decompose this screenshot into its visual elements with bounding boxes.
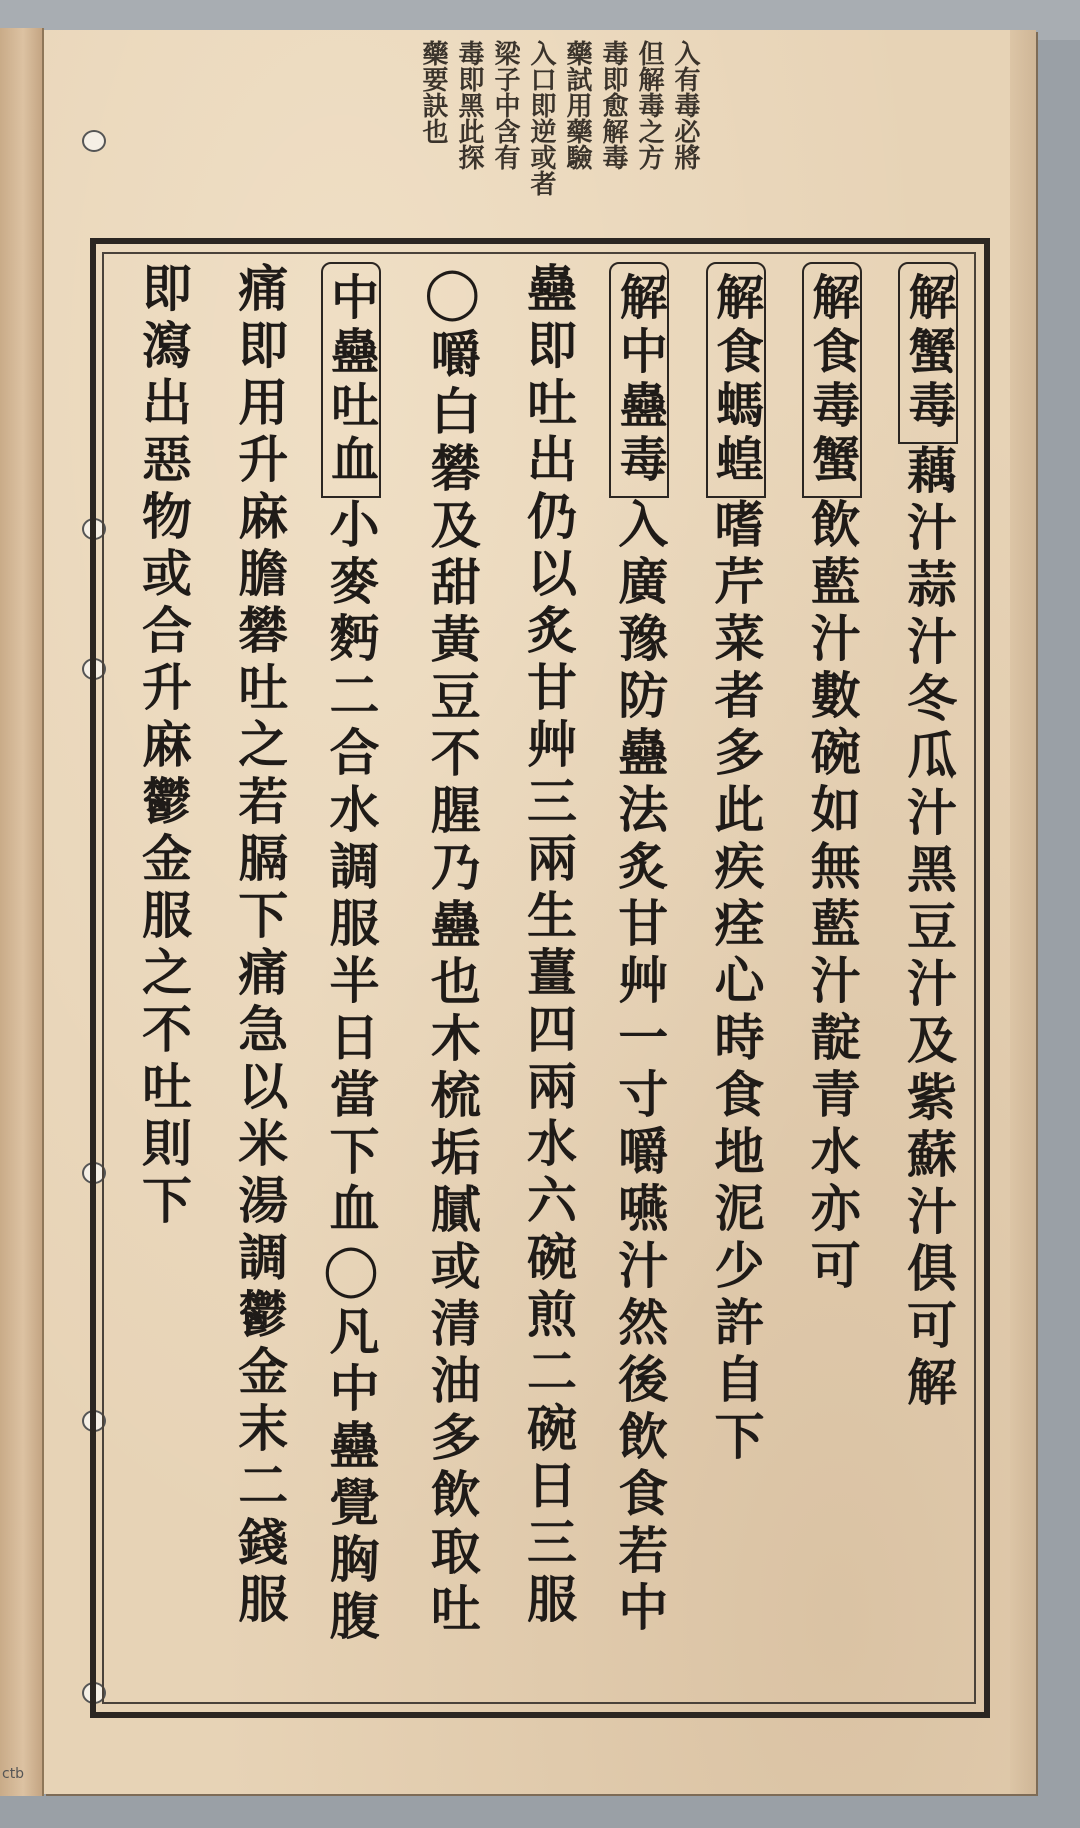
margin-note-line: 梁子中含有 — [490, 40, 520, 170]
binding-hole-icon — [82, 130, 106, 152]
column-content — [519, 262, 578, 1630]
text-column — [503, 262, 583, 1692]
column-heading: 解中蠱毒 — [609, 262, 669, 498]
column-body: 即瀉出惡物或合升麻鬱金服之不吐則下 — [134, 262, 193, 1231]
column-body: 嗜芹菜者多此疾痊心時食地泥少許自下 — [706, 498, 766, 1467]
column-content — [898, 262, 958, 1413]
column-heading: 解食毒蟹 — [802, 262, 862, 498]
margin-note-line: 藥試用藥驗 — [562, 40, 592, 170]
column-body: 蠱即吐出仍以炙甘艸三兩生薑四兩水六碗煎二碗日三服 — [519, 262, 578, 1630]
text-column — [696, 262, 776, 1692]
text-column — [599, 262, 679, 1692]
column-content — [609, 262, 669, 1638]
margin-note-line: 毒即愈解毒 — [598, 40, 628, 170]
column-body: 藕汁蒜汁冬瓜汁黑豆汁及紫蘇汁俱可解 — [899, 444, 958, 1413]
column-body: 入廣豫防蠱法炙甘艸一寸嚼嚥汁然後飲食若中 — [610, 498, 670, 1638]
column-body: 飲藍汁數碗如無藍汁靛青水亦可 — [802, 498, 862, 1296]
left-page-mark: ctb — [2, 1766, 25, 1782]
column-heading: 解蟹毒 — [898, 262, 958, 444]
previous-page-edge — [0, 28, 44, 1796]
text-column — [214, 262, 294, 1692]
column-body: 小麥麪二合水調服半日當下血◯凡中蠱覺胸腹 — [321, 498, 381, 1647]
margin-note-line: 入口即逆或者 — [526, 40, 556, 196]
column-content — [321, 262, 381, 1647]
column-body: 痛即用升麻膽礬吐之若膈下痛急以米湯調鬱金末二錢服 — [230, 262, 290, 1630]
margin-note-line: 但解毒之方 — [634, 40, 664, 170]
column-content — [230, 262, 290, 1630]
text-column — [792, 262, 872, 1692]
page-edge-strip — [1010, 30, 1036, 1794]
column-body: ◯嚼白礬及甜黃豆不腥乃蠱也木梳垢膩或清油多飲取吐 — [422, 262, 482, 1639]
text-column — [311, 262, 391, 1692]
column-content — [802, 262, 862, 1296]
margin-note-line: 毒即黑此探 — [454, 40, 484, 170]
text-column — [407, 262, 487, 1692]
text-column — [888, 262, 968, 1692]
margin-note-line: 入有毒必將 — [670, 40, 700, 170]
column-content — [706, 262, 766, 1467]
text-columns — [118, 262, 968, 1692]
column-heading: 解食螞蝗 — [706, 262, 766, 498]
column-content — [422, 262, 482, 1639]
column-content — [134, 262, 193, 1231]
top-margin-note — [278, 40, 698, 240]
text-column — [118, 262, 198, 1692]
margin-note-line: 藥要訣也 — [418, 40, 448, 144]
column-heading: 中蠱吐血 — [321, 262, 381, 498]
